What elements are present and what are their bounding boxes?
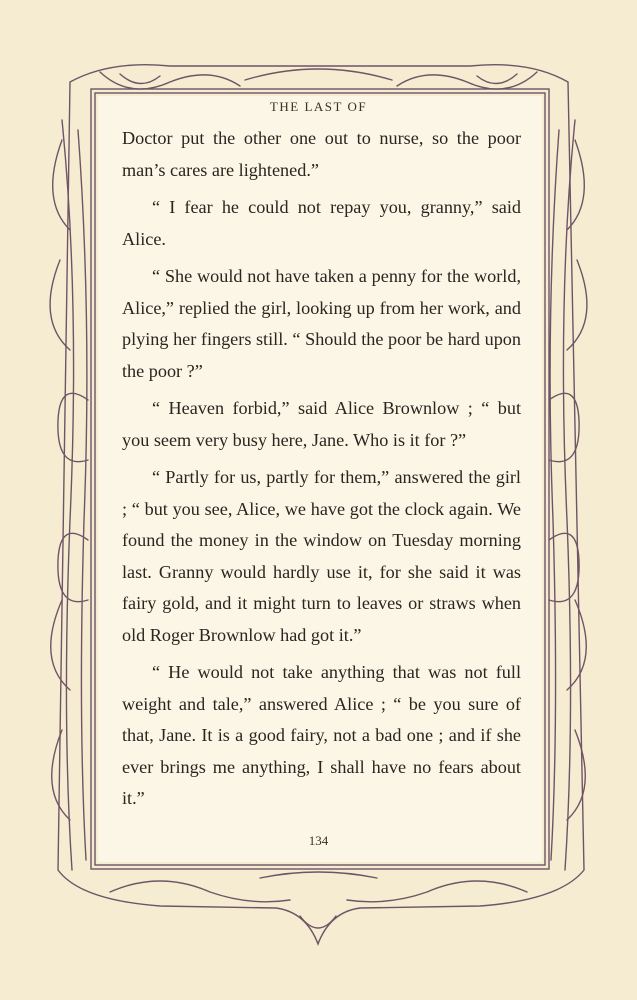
running-head: THE LAST OF: [269, 99, 368, 114]
paragraph: “ Partly for us, partly for them,” answered the girl ; “ but you see, Alice, we have got the clock again. We found the money in the window on Tuesday morning last. Granny would hardly use it, for she said it was fairy gold, and it might turn to leaves or straws when old Roger Brownlow had got it.”: [122, 467, 521, 645]
body-text: [122, 123, 521, 815]
paragraph: “ Heaven forbid,” said Alice Brownlow ; “ but you seem very busy here, Jane. Who is it for ?”: [122, 398, 521, 450]
paragraph: “ I fear he could not repay you, granny,” said Alice.: [122, 197, 521, 249]
page-number: 134: [308, 833, 329, 848]
paragraph: “ He would not take anything that was not full weight and tale,” answered Alice ; “ be you sure of that, Jane. It is a good fairy, not a bad one ; and if she ever brings me anything, I shall have no fears about it.”: [122, 662, 521, 808]
paragraph: “ She would not have taken a penny for the world, Alice,” replied the girl, looking up from her work, and plying her fingers still. “ Should the poor be hard upon the poor ?”: [122, 266, 521, 381]
paragraph: Doctor put the other one out to nurse, so the poor man’s cares are lightened.”: [122, 128, 521, 180]
